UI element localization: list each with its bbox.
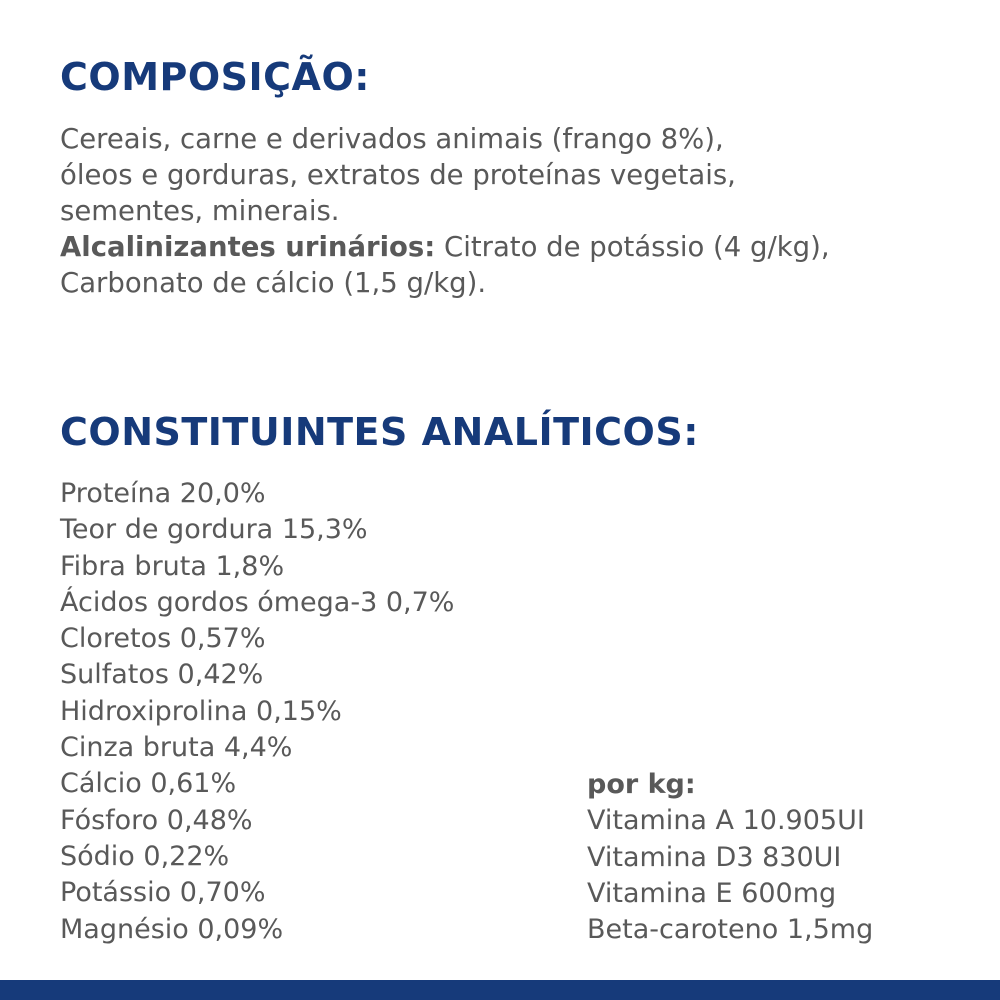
analytical-item: Ácidos gordos ómega-3 0,7%	[60, 586, 455, 618]
analytical-item: Fibra bruta 1,8%	[60, 550, 285, 582]
analytical-item: Hidroxiprolina 0,15%	[60, 695, 342, 727]
analytical-item: Proteína 20,0%	[60, 478, 266, 509]
composition-line: óleos e gorduras, extratos de proteínas vegetais,	[60, 159, 736, 191]
analytical-item: Cinza bruta 4,4%	[60, 732, 293, 764]
composition-line: Cereais, carne e derivados animais (frango 8%),	[60, 123, 724, 155]
alkalinizers-line-2: Carbonato de cálcio (1,5 g/kg).	[60, 267, 487, 299]
analytical-item: Fósforo 0,48%	[60, 804, 253, 836]
analytical-heading: CONSTITUINTES ANALÍTICOS:	[60, 410, 699, 454]
vitamin-item: Vitamina D3 830UI	[587, 841, 842, 873]
vitamin-item: Vitamina E 600mg	[587, 877, 837, 909]
analytical-item: Cloretos 0,57%	[60, 623, 266, 655]
per-kg-title: por kg:	[587, 769, 696, 800]
alkalinizers-text: Citrato de potássio (4 g/kg),	[435, 231, 830, 263]
analytical-item: Teor de gordura 15,3%	[60, 514, 368, 546]
alkalinizers-label: Alcalinizantes urinários:	[60, 231, 436, 263]
bottom-bar	[0, 980, 1000, 1000]
analytical-item: Sulfatos 0,42%	[60, 659, 264, 691]
composition-heading: COMPOSIÇÃO:	[60, 55, 370, 99]
analytical-item: Magnésio 0,09%	[60, 913, 284, 945]
vitamin-item: Vitamina A 10.905UI	[587, 805, 865, 837]
analytical-item: Sódio 0,22%	[60, 840, 230, 872]
analytical-list	[60, 476, 454, 948]
composition-text	[60, 121, 970, 301]
vitamin-item: Beta-caroteno 1,5mg	[587, 914, 874, 946]
per-kg-list	[587, 767, 873, 948]
analytical-item: Cálcio 0,61%	[60, 768, 237, 800]
analytical-item: Potássio 0,70%	[60, 877, 266, 909]
composition-line: sementes, minerais.	[60, 195, 340, 227]
alkalinizers-line	[60, 229, 970, 265]
